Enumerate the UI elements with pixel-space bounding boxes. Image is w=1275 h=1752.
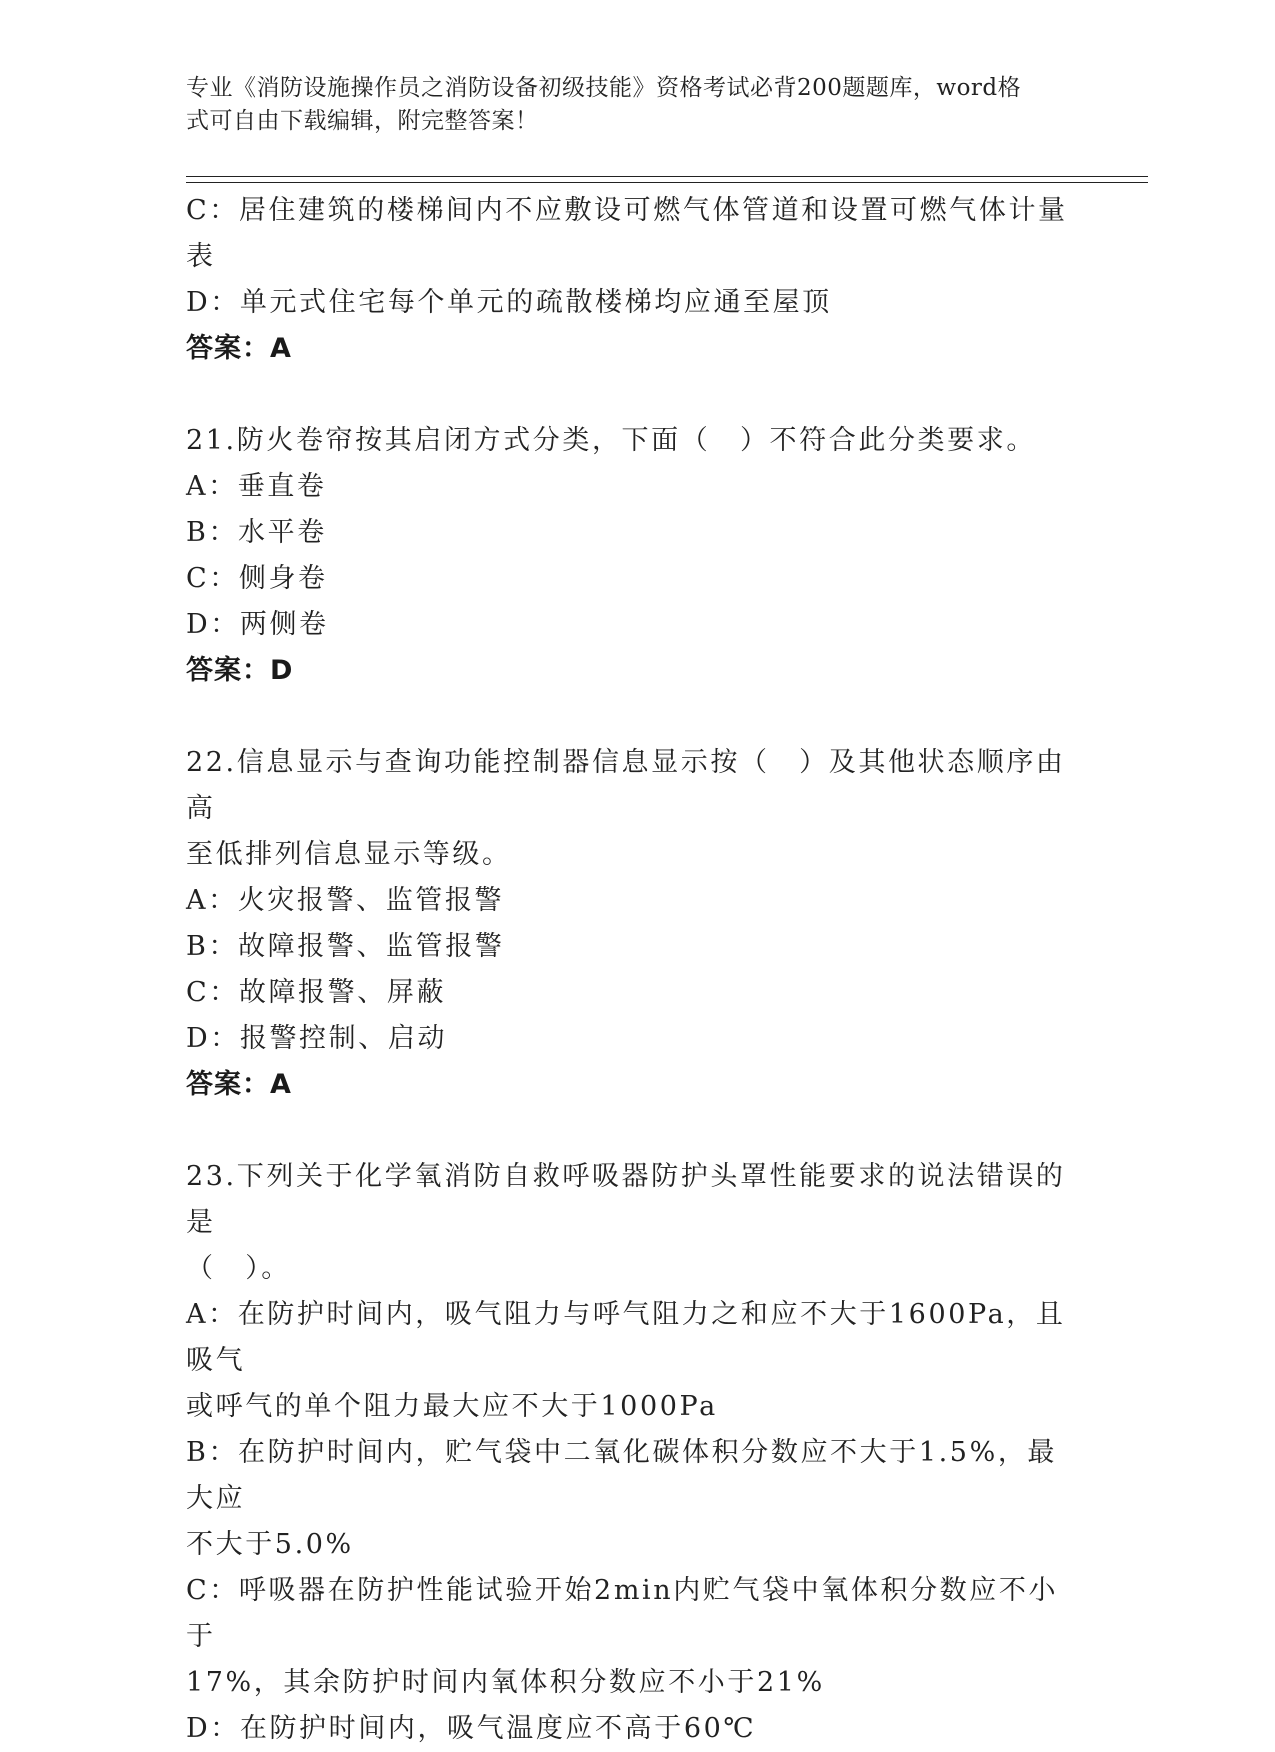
option-a: A：火灾报警、监管报警 — [186, 885, 505, 916]
spacer — [186, 1108, 1086, 1154]
option-c-line-2: 17%，其余防护时间内氧体积分数应不小于21% — [186, 1667, 825, 1698]
header-divider-top — [186, 176, 1148, 177]
header-title-line-1: 专业《消防设施操作员之消防设备初级技能》资格考试必背200题题库，word格 — [186, 75, 1022, 101]
question-stem-line-1: 23.下列关于化学氧消防自救呼吸器防护头罩性能要求的说法错误的是 — [186, 1161, 1066, 1238]
question-block-23 — [186, 1154, 1086, 1752]
question-stem-line-1: 22.信息显示与查询功能控制器信息显示按（ ）及其他状态顺序由高 — [186, 747, 1066, 824]
option-c-line-1: C：呼吸器在防护性能试验开始2min内贮气袋中氧体积分数应不小于 — [186, 1575, 1059, 1652]
header-divider-bottom — [186, 182, 1148, 183]
spacer — [186, 372, 1086, 418]
answer-line: 答案：A — [186, 333, 292, 364]
option-b-line-2: 不大于5.0% — [186, 1529, 354, 1560]
header-title-line-2: 式可自由下载编辑，附完整答案！ — [186, 108, 539, 134]
question-stem-line-2: 至低排列信息显示等级。 — [186, 839, 512, 870]
question-list — [186, 188, 1086, 1752]
option-b: B：水平卷 — [186, 517, 327, 548]
option-a-line-1: A：在防护时间内，吸气阻力与呼气阻力之和应不大于1600Pa，且吸气 — [186, 1299, 1066, 1376]
option-a-line-2: 或呼气的单个阻力最大应不大于1000Pa — [186, 1391, 718, 1422]
option-d: D：两侧卷 — [186, 609, 329, 640]
question-block-22 — [186, 740, 1086, 1108]
question-stem-line-2: （ ）。 — [186, 1253, 291, 1284]
option-a: A：垂直卷 — [186, 471, 327, 502]
question-stem: 21.防火卷帘按其启闭方式分类，下面（ ）不符合此分类要求。 — [186, 425, 1036, 456]
option-d: D：单元式住宅每个单元的疏散楼梯均应通至屋顶 — [186, 287, 832, 318]
spacer — [186, 694, 1086, 740]
option-c: C：居住建筑的楼梯间内不应敷设可燃气体管道和设置可燃气体计量表 — [186, 195, 1068, 272]
option-b: B：故障报警、监管报警 — [186, 931, 505, 962]
question-block-20 — [186, 188, 1086, 372]
option-d: D：报警控制、启动 — [186, 1023, 448, 1054]
question-block-21 — [186, 418, 1086, 694]
option-c: C：故障报警、屏蔽 — [186, 977, 447, 1008]
option-c: C：侧身卷 — [186, 563, 328, 594]
document-header — [186, 72, 1066, 138]
option-b-line-1: B：在防护时间内，贮气袋中二氧化碳体积分数应不大于1.5%，最大应 — [186, 1437, 1058, 1514]
answer-line: 答案：A — [186, 1069, 292, 1100]
answer-line: 答案：D — [186, 655, 294, 686]
option-d: D：在防护时间内，吸气温度应不高于60℃ — [186, 1713, 757, 1744]
